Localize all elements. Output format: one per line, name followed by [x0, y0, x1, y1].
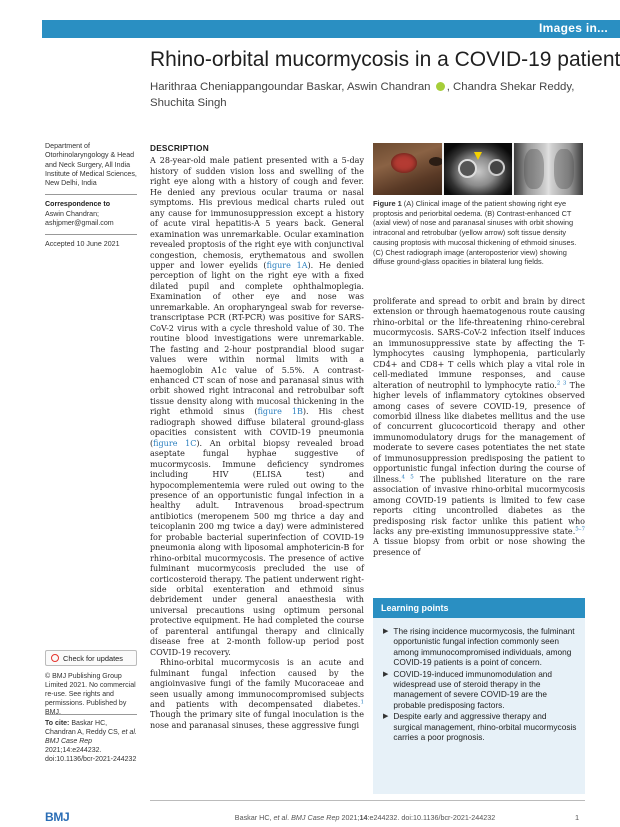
body-column-1 — [150, 143, 364, 731]
caption-text: (A) Clinical image of the patient showing right eye proptosis and periorbital oedema. (B) Contrast-enhanced CT (axial view) of nose and paranasal sinuses with orbit showing intraconal and retrobulbar (yellow arrow) soft tissue density causing proptosis with mucosal thickening of ethmoid sinuses. (C) Chest radiograph image (anteroposterior view) showing diffuse ground-glass opacities in bilateral lung fields. — [373, 199, 577, 267]
body-column-2 — [373, 297, 585, 558]
paragraph-1 — [150, 156, 364, 658]
footer-rule — [150, 800, 585, 801]
section-banner — [0, 0, 620, 38]
author-list — [150, 79, 590, 111]
ref-volume: 14 — [359, 813, 368, 822]
check-updates-label: Check for updates — [63, 653, 123, 663]
divider — [45, 194, 137, 195]
figure-1a-link[interactable]: figure 1A — [266, 260, 308, 270]
sidebar — [45, 142, 137, 250]
p2-text-b: Though the primary site of fungal inoculation is the nose and paranasal sinuses, these aggressive fungi — [150, 710, 364, 730]
orcid-icon[interactable] — [436, 82, 445, 91]
c2-text-b: The higher levels of inflammatory cytokines observed among cases of severe COVID-19, presence of comorbid illness like diabetes mellitus and the use of concurrent glucocorticoid therapy and other immunomodulatory drugs for the management of moderate to severe cases potentiates the net state of immunosuppression predisposing the patient to opportunistic fungal infection during the course of illness. — [373, 380, 585, 484]
cite-label: To cite: — [45, 720, 70, 727]
p1-text-d: ). An orbital biopsy revealed broad aseptate fungal hyphae suggestive of mucormycosis. Immune deficiency syndromes including HIV (ELISA test) and hypocomplementemia were ruled out owing to the presence of an opportunistic fungal infection in a healthy adult. Intravenous broad-spectrum antibiotics (meropenem 500 mg thrice a day and teicoplanin 200 mg twice a day) were administered for probable bacterial superinfection of COVID-19 pneumonia along with liposomal amphotericin-B for rhino-orbital mucormycosis. The presence of active fulminant mucormycosis precluded the use of corticosteroid therapy. The patient underwent right-side orbital exenteration and ethmoid sinus debridement under general anaesthesia with universal precautions using optimum personal protective equipment. He had completed the course of parenteral antifungal therapy and clinically disease free at 2-month follow-up period post COVID-19 recovery. — [150, 438, 364, 657]
p1-text-b: ). He denied perception of light on the right eye with a fixed dilated pupil and complete ophthalmoplegia. Examination of other eye and nose was unremarkable. An oropharyngeal swab for reverse-transcriptase PCR (RT-PCR) was positive for SARS-CoV-2 virus with a cycle threshold value of 30. The routine blood investigations were unremarkable. The fasting and 2-hour postprandial blood sugar values were within normal limits with a haemoglobin A1c value of 5.5%. A contrast-enhanced CT scan of nose and paranasal sinus with orbit showed right intraconal and retrobulbar soft tissue density along with mucosal thickening in the right ethmoid sinus ( — [150, 260, 364, 417]
copyright-notice: © BMJ Publishing Group Limited 2021. No commercial re-use. See rights and permissions. Published by BMJ. — [45, 673, 136, 716]
check-for-updates-button[interactable] — [45, 650, 137, 666]
ref-link[interactable]: 4 5 — [401, 474, 414, 481]
list-item — [383, 711, 577, 742]
authors-part-3: Shuchita Singh — [150, 97, 227, 109]
divider — [45, 234, 137, 235]
c2-text-a: proliferate and spread to orbit and brain by direct extension or through haematogenous route causing rhino-orbital or the life-threatening rhino-cerebral mucormycosis. SARS-CoV-2 infection itself induces an immunosuppressive state by affecting the T-lymphocytes causing lymphopenia, particularly CD4+ and CD8+ T cells which play a vital role in cell-mediated immune responses, and cause alteration of neutrophil to lymphocyte ratio. — [373, 297, 585, 390]
ref-link[interactable]: 1 — [360, 699, 364, 706]
crossmark-icon — [51, 654, 59, 662]
learning-point-text: Despite early and aggressive therapy and surgical management, rhino-orbital mucormycosis carries a poor prognosis. — [393, 711, 577, 743]
authors-part-2: , Chandra Shekar Reddy, — [446, 81, 575, 93]
figure-caption — [373, 199, 585, 267]
learning-points-box — [373, 598, 585, 794]
section-heading: DESCRIPTION — [150, 143, 209, 153]
triangle-bullet-icon: ▶ — [383, 670, 389, 678]
c2-text-c: The published literature on the rare association of invasive rhino-orbital mucormycosis among COVID-19 patients is limited to few case reports citing uncontrolled diabetes as the predisposing risk factor unlike this patient who lacks any pre-existing immunosuppressive state. — [373, 474, 586, 536]
learning-points-title: Learning points — [373, 598, 585, 618]
figure-1b-link[interactable]: figure 1B — [257, 407, 303, 417]
figure-1c-link[interactable]: figure 1C — [153, 438, 197, 448]
ref-link[interactable]: 2 3 — [556, 379, 567, 386]
correspondence-email[interactable]: ashjpmer@gmail.com — [45, 219, 114, 228]
cite-text-2: 2021;14:e244232. doi:10.1136/bcr-2021-244232 — [45, 747, 137, 764]
cite-journal: et al. BMJ Case Rep — [45, 729, 137, 746]
ref-b: . — [287, 813, 292, 822]
citation-box — [45, 714, 137, 764]
correspondence-name: Aswin Chandran; — [45, 209, 100, 218]
list-item — [383, 669, 577, 711]
ct-scan-panel — [444, 143, 513, 195]
page-number: 1 — [575, 813, 580, 822]
affiliation: Department of Otorhinolaryngology & Head and Neck Surgery, All India Institute of Medical Sciences, New Delhi, India — [45, 142, 137, 188]
article-title: Rhino-orbital mucormycosis in a COVID-19 patient — [150, 48, 620, 71]
ref-etal: et al — [273, 813, 288, 822]
page-footer — [0, 800, 620, 827]
learning-point-text: COVID-19-induced immunomodulation and widespread use of steroid therapy in the management of severe COVID-19 are the probable predisposing factors. — [393, 668, 553, 710]
correspondence-label: Correspondence to — [45, 200, 111, 209]
ref-a: Baskar HC, — [234, 813, 274, 822]
clinical-photo-panel — [373, 143, 442, 195]
triangle-bullet-icon: ▶ — [383, 628, 389, 635]
ref-d: :e244232. doi:10.1136/bcr-2021-244232 — [367, 813, 496, 822]
p2-text-a: Rhino-orbital mucormycosis is an acute and fulminant fungal infection caused by the angioinvasive fungi of the family Mucoraceae and seen usually among immunocompromised subjects and patients with decompensated diabetes. — [150, 658, 364, 710]
cite-text-1: Baskar HC, Chandran A, Reddy CS, — [45, 720, 122, 737]
learning-point-text: The rising incidence mucormycosis, the fulminant opportunistic fungal infection commonly seen among immunocompromised individuals, among COVID-19 patients is a point of concern. — [393, 626, 575, 668]
triangle-bullet-icon: ▶ — [383, 713, 389, 721]
banner-bar — [42, 20, 620, 38]
accepted-date: Accepted 10 June 2021 — [45, 240, 120, 249]
figure-1-images[interactable] — [373, 143, 583, 195]
p1-text-c: ). His chest radiograph showed diffuse bilateral ground-glass opacities consistent with COVID-19 pneumonia ( — [150, 407, 364, 448]
caption-label: Figure 1 — [373, 199, 402, 208]
bmj-logo[interactable]: BMJ — [45, 810, 70, 824]
ref-link[interactable]: 5–7 — [575, 526, 585, 533]
ref-journal: BMJ Case Rep — [291, 813, 340, 822]
paragraph-2-continued — [373, 297, 585, 558]
p1-text-a: A 28-year-old male patient presented with a 5-day history of sudden vision loss and swelling of the right eye along with a history of cough and fever. He denied any previous ocular trauma or nasal symptoms. His previous medical charts ruled out any cause for immunosuppression except a history of acute viral hepatitis-A 5 years back. General examination was unremarkable. Ocular examination revealed proptosis of the right eye with conjunctival congestion, chemosis, erythematous and swollen upper and lower eyelids ( — [150, 156, 364, 270]
c2-text-d: A tissue biopsy from orbit or nose showing the presence of — [373, 537, 585, 557]
authors-part-1: Harithraa Cheniappangoundar Baskar, Aswin Chandran — [150, 81, 431, 93]
paragraph-2 — [150, 658, 364, 731]
chest-radiograph-panel — [514, 143, 583, 195]
learning-points-list — [373, 626, 585, 742]
footer-citation — [150, 813, 580, 822]
list-item — [383, 626, 577, 668]
section-label: Images in... — [539, 21, 608, 35]
ref-c: 2021; — [339, 813, 360, 822]
